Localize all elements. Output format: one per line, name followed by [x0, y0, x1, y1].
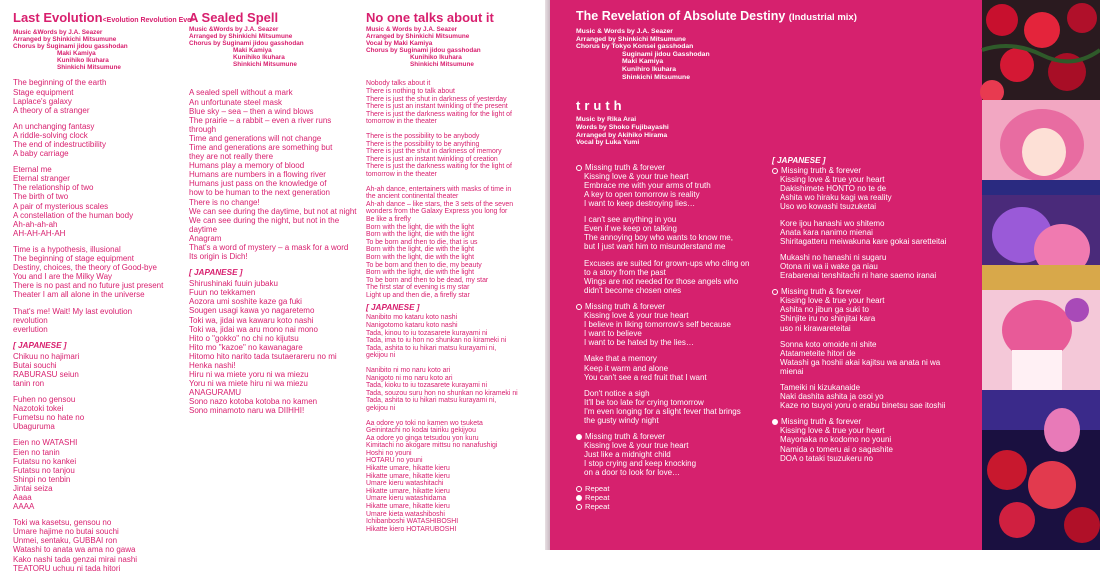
lyric-line: Hikatte umare, hikatte kieru: [366, 465, 450, 473]
section-label-japanese: [ JAPANESE ]: [189, 268, 243, 278]
lyric-line: Chikuu no hajimari: [13, 351, 80, 361]
lyric-line: Unmei, sentaku, GUBBAI ron: [13, 536, 118, 546]
stanza-gap: [366, 126, 541, 133]
lyric-line: Humans are numbers in a flowing river: [189, 170, 326, 180]
anime-stills-strip: [982, 0, 1100, 550]
lyrics-english: [189, 88, 364, 261]
lyric-line: A sealed spell without a mark: [189, 88, 293, 98]
lyrics-english: [366, 80, 541, 299]
lyric-line: There is just the darkness waiting for the light of: [366, 163, 512, 171]
truth-credits: Music by Rika Arai Words by Shoko Fujibayashi Arranged by Akihiko Hirama Vocal by Luka Yumi: [576, 116, 669, 147]
lyric-line: It'll be too late for crying tomorrow: [584, 397, 704, 407]
lyric-line: Toki wa kasetsu, gensou no: [13, 518, 112, 528]
lyric-line: There is the possibility to be anybody: [366, 133, 480, 140]
lyric-line: That's me! Wait! My last evolution: [13, 306, 133, 316]
lyric-line: Kore ijou hanashi wo shitemo: [780, 218, 885, 228]
lyric-line: didn't become chosen ones: [584, 285, 682, 295]
lyric-line: how to be human to the next generation: [189, 188, 330, 198]
lyric-line: AAAA: [13, 502, 35, 512]
lyric-line: Nanibito mo kataru koto nashi: [366, 314, 458, 322]
stanza-gap: [366, 360, 541, 367]
song-subtitle: <Evolution Revolution Eve>: [102, 17, 196, 24]
lyric-line: I can't see anything in you: [584, 215, 677, 225]
lyric-line: Blue sky – sea – then a wind blows: [189, 106, 314, 116]
lyric-line: Nanibito ni mo naru koto ari: [366, 366, 451, 374]
lyric-line: Nazotoki tokei: [13, 404, 64, 414]
section-label-japanese: [ JAPANESE ]: [772, 156, 826, 165]
lyric-line: Shirushinaki fuuin jubaku: [189, 279, 278, 289]
lyric-line: HOTARU no youni: [366, 457, 423, 465]
lyric-line: The annoying boy who wants to know me,: [584, 233, 733, 243]
lyric-line: Missing truth & forever: [576, 432, 796, 441]
rose-still-image: [982, 0, 1100, 100]
stanza-gap: [576, 347, 796, 354]
lyric-line: There is just an instant twinkling of the present: [366, 103, 508, 111]
stanza-gap: [772, 212, 982, 219]
lyric-line: Henka nashi!: [189, 360, 236, 370]
lyric-line: There is no change!: [189, 197, 260, 207]
lyric-line: Missing truth & forever: [772, 287, 982, 296]
lyric-line: Kissing love & your true heart: [584, 171, 689, 181]
lyric-line: Excuses are suited for grown-ups who cling on: [584, 258, 750, 268]
stanza-gap: [576, 252, 796, 259]
lyric-line: Eternal stranger: [13, 174, 70, 184]
song-title: The Revelation of Absolute Destiny (Industrial mix): [576, 9, 857, 23]
filled-circle-icon: [576, 434, 582, 440]
lyric-line: Dakishimete HONTO no te de: [780, 184, 887, 194]
filled-circle-icon: [576, 495, 582, 501]
song-subtitle: (Industrial mix): [788, 12, 857, 23]
lyric-line: Even if we keep on talking: [584, 224, 677, 234]
lyric-line: Fumetsu no hate no: [13, 413, 85, 423]
lyric-line: Shinpi no tenbin: [13, 474, 71, 484]
stanza-gap: [576, 208, 796, 215]
lyric-line: Laplace's galaxy: [13, 96, 72, 106]
lyric-line: To be born and then to be dead, my star: [366, 276, 489, 284]
lyric-line: There is just the shut in darkness of memory: [366, 148, 502, 156]
lyric-line: Anata kara nanimo mienai: [780, 227, 873, 237]
stanza-gap: [13, 300, 178, 307]
lyric-line: Hikatte kiero HOTARUBOSHI: [366, 525, 457, 533]
lyric-line: The prairie – a rabbit – even a river runs: [189, 115, 332, 125]
filled-circle-icon: [772, 419, 778, 425]
truth-japanese-column: [772, 156, 982, 463]
lyric-line: Humans play a memory of blood: [189, 161, 305, 171]
lyric-line: revolution: [13, 315, 48, 325]
stanza-gap: [772, 376, 982, 383]
lyric-line: Tada, ashita to iu hikari matsu kurayami ni,: [366, 344, 497, 352]
song-title: A Sealed Spell: [189, 10, 279, 25]
lyric-line: I want to keep destroying lies…: [584, 199, 696, 209]
lyric-line: The birth of two: [13, 192, 69, 202]
lyric-line: tanin ron: [13, 378, 45, 388]
lyric-line: A theory of a stranger: [13, 105, 90, 115]
lyric-line: Aa odore yo toki no kamen wo tsuketa: [366, 419, 483, 427]
lyric-line: You and I are the Milky Way: [13, 272, 113, 282]
character-still-image: [982, 100, 1100, 195]
section-label-japanese: [ JAPANESE ]: [366, 303, 420, 313]
lyric-line: Erabarenai tenshitachi ni hane saemo iranai: [780, 271, 937, 281]
lyric-line: Destiny, choices, the theory of Good-bye: [13, 263, 157, 273]
lyric-line: AH-AH-AH-AH: [13, 228, 66, 238]
song-title-truth: truth: [576, 98, 626, 114]
lyric-line: daytime: [189, 224, 218, 234]
song-credits: Music &Words by J.A. Seazer Arranged by Shinkichi Mitsumune Chorus by Suginami jidou gasshodan Maki Kamiya Kunihiko Ikuhara Shinkichi Mitsumune: [13, 29, 128, 71]
lyric-line: TEATORU uchuu ni tada hitori: [13, 563, 121, 573]
lyric-line: Ichibanboshi WATASHIBOSHI: [366, 518, 459, 526]
lyric-line: We can see during the daytime, but not at night: [189, 206, 357, 216]
lyric-line: The end of indestructibility: [13, 140, 106, 149]
lyric-line: I'm even longing for a slight fever that brings: [584, 406, 741, 416]
lyric-line: Kissing love & true your heart: [780, 175, 885, 185]
lyric-line: Watashi ga hoshii akai kajitsu wa anata ni wa: [780, 357, 941, 367]
lyric-line: Missing truth & forever: [576, 302, 796, 311]
stanza-gap: [576, 425, 796, 432]
song-column-a-sealed-spell: [189, 10, 364, 416]
song-title: Last Evolution<Evolution Revolution Eve>: [13, 10, 196, 25]
lyric-line: Ah-ah-ah-ah: [13, 219, 58, 229]
lyric-line: The relationship of two: [13, 183, 94, 193]
lyric-line: You can't see a red fruit that I want: [584, 372, 707, 382]
repeat-item: Repeat: [576, 502, 796, 511]
lyric-line: Keep it warm and alone: [584, 363, 669, 373]
lyric-line: There is the possibility to be anything: [366, 140, 480, 148]
lyric-line: Kako nashi tada genzai mirai nashi: [13, 554, 138, 564]
lyric-line: There is just the darkness waiting for the light of: [366, 110, 512, 118]
lyric-line: Ah-ah dance, entertainers with masks of time in: [366, 185, 512, 193]
lyric-line: To be born and then to die, my beauty: [366, 261, 482, 269]
song-column-last-evolution: [13, 10, 196, 573]
lyric-line: Ubaguruma: [13, 422, 55, 432]
lyric-line: Missing truth & forever: [576, 163, 796, 172]
lyric-line: DOA o tataki tsuzukeru no: [780, 453, 873, 463]
lyric-line: Missing truth & forever: [772, 166, 982, 175]
stanza-gap: [13, 115, 178, 122]
lyric-line: Tada, ima to iu hon no shunkan no kirameki ni: [366, 337, 507, 345]
lyric-line: I want to believe: [584, 329, 642, 339]
lyric-line: Born with the light, die with the light: [366, 269, 475, 277]
lyric-line: Umare kieru watashidama: [366, 495, 447, 503]
open-circle-icon: [576, 504, 582, 510]
lyric-line: Fuun no tekkamen: [189, 288, 256, 298]
lyric-line: A riddle-solving clock: [13, 130, 88, 140]
lyric-line: Aaaa: [13, 493, 32, 502]
lyric-line: Hikatte umare, hikatte kieru: [366, 503, 450, 511]
stanza-gap: [13, 158, 178, 165]
stanza-gap: [772, 246, 982, 253]
lyric-line: Naki dashita ashita ja osoi yo: [780, 392, 884, 402]
lyric-line: Eien no tanin: [13, 447, 60, 457]
lyric-line: Eien no WATASHI: [13, 438, 78, 448]
lyric-line: Aozora umi soshite kaze ga fuki: [189, 297, 302, 307]
lyric-line: Don't notice a sigh: [584, 388, 650, 398]
lyric-line: The beginning of the earth: [13, 78, 107, 88]
lyric-line: Nanigotomo kataru koto nashi: [366, 321, 458, 329]
song-credits: Music &Words by J.A. Seazer Arranged by Shinkichi Mitsumune Chorus by Suginami jidou gasshodan Maki Kamiya Kunihiko Ikuhara Shinkichi Mitsumune: [189, 26, 304, 68]
lyric-line: Nanigoto ni mo naru koto ari: [366, 374, 453, 382]
duel-still-image: [982, 195, 1100, 290]
lyric-line: Kaze no tsuyoi yoru o erabu binetsu sae itoshii: [780, 401, 946, 411]
section-label-japanese: [ JAPANESE ]: [13, 340, 67, 350]
lyric-line: Shiritagatteru meiwakuna kare gokai saretteitai: [780, 236, 947, 246]
lyric-line: Tada, kioku to iu tozasarete kurayami ni: [366, 382, 488, 390]
lyric-line: Wings are not needed for those angels who: [584, 276, 739, 286]
lyric-line: Stage equipment: [13, 87, 74, 97]
lyric-line: but I just want him to misunderstand me: [584, 242, 726, 252]
lyric-line: An unchanging fantasy: [13, 121, 95, 131]
lyric-line: Mayonaka no kodomo no youni: [780, 435, 892, 445]
lyric-line: Geinintachi no kodai tairiku gekijyou: [366, 427, 476, 435]
lyric-line: Umare kieru watashitachi: [366, 480, 444, 488]
lyric-line: Shinjite iru no shinjitai kara: [780, 314, 876, 324]
lyric-line: Eternal me: [13, 165, 52, 175]
song-column-no-one-talks-about-it: [366, 10, 541, 533]
lyric-line: Light up and then die, a firefly star: [366, 291, 470, 299]
lyric-line: gekijou ni: [366, 404, 396, 412]
lyric-line: I want to be hated by the lies…: [584, 338, 694, 348]
lyric-line: Hitomo hito narito tada tsutaerareru no mi: [189, 351, 337, 361]
lyric-line: Jintai seiza: [13, 483, 53, 493]
lyric-line: Born with the light, die with the light: [366, 231, 475, 239]
figure-still-image: [982, 290, 1100, 390]
lyric-line: Make that a memory: [584, 354, 657, 364]
lyric-line: Embrace me with your arms of truth: [584, 180, 711, 190]
lyric-line: through: [189, 124, 217, 134]
lyric-line: Time is a hypothesis, illusional: [13, 244, 121, 254]
open-circle-icon: [576, 304, 582, 310]
lyric-line: on a door to look for love…: [584, 468, 681, 478]
lyric-line: Yoru ni wa miete hiru ni wa miezu: [189, 379, 308, 389]
lyric-line: Anagram: [189, 233, 222, 243]
stanza-gap: [13, 238, 178, 245]
lyric-line: everlution: [13, 324, 48, 334]
lyric-line: Just like a midnight child: [584, 450, 671, 460]
lyrics-english: [13, 78, 178, 333]
lyric-line: Born with the light, die with the light: [366, 253, 475, 261]
lyric-line: wonders from the Galaxy Express you long for: [366, 208, 508, 216]
lyric-line: Mukashi no hanashi ni sugaru: [780, 252, 887, 262]
lyric-line: Atatameteite hitori de: [780, 348, 856, 358]
stanza-gap: [772, 333, 982, 340]
stanza-gap: [772, 280, 982, 287]
lyric-line: Fuhen no gensou: [13, 395, 76, 405]
lyric-line: Born with the light, die with the light: [366, 246, 475, 254]
lyric-line: An unfortunate steel mask: [189, 97, 282, 107]
open-circle-icon: [576, 486, 582, 492]
lyric-line: Kimitachi no akogare mittsu no nanafushigi: [366, 442, 498, 450]
lyric-line: Nobody talks about it: [366, 80, 431, 88]
lyric-line: Ashita wo hiraku kagi wa reality: [780, 193, 892, 203]
lyric-line: RABURASU seiun: [13, 369, 79, 379]
lyric-line: Futatsu no kankei: [13, 456, 77, 466]
lyric-line: Toki wa, jidai wa kawaru koto nashi: [189, 315, 314, 325]
lyric-line: mienai: [780, 366, 804, 376]
lyric-line: Futatsu no tanjou: [13, 465, 75, 475]
lyric-line: I stop crying and keep knocking: [584, 459, 697, 469]
lyric-line: We can see during the night, but not in the: [189, 215, 340, 225]
lyric-line: A baby carriage: [13, 149, 69, 159]
lyric-line: Sono nazo kotoba kotoba no kamen: [189, 397, 318, 407]
open-circle-icon: [576, 165, 582, 171]
lyric-line: Kissing love & your true heart: [584, 441, 689, 451]
lyric-line: tomorrow in the theater: [366, 170, 437, 178]
lyric-line: Namida o tomeru ai o sagashite: [780, 444, 893, 454]
open-circle-icon: [772, 289, 778, 295]
stanza-gap: [366, 413, 541, 420]
lyric-line: Hito mo "kazoe" no kawanagare: [189, 342, 303, 352]
lyric-line: There is just the shut in darkness of yesterday: [366, 95, 507, 103]
lyric-line: Hoshi no youni: [366, 449, 412, 457]
lyric-line: The beginning of stage equipment: [13, 254, 134, 264]
lyric-line: To be born and then to die, that is us: [366, 238, 478, 246]
lyric-line: Sono minamoto naru wa DIIHHI!: [189, 406, 305, 416]
lyric-line: There is no past and no future just present: [13, 281, 164, 291]
lyric-line: A key to open tomorrow is reality: [584, 190, 700, 199]
lyric-line: Uso wo kowashi tsuzuketai: [780, 202, 877, 212]
lyric-line: Kissing love & true your heart: [780, 296, 885, 306]
stanza-gap: [772, 410, 982, 417]
lyric-line: Be like a firefly: [366, 215, 411, 223]
repeat-item: Repeat: [576, 484, 796, 493]
lyric-line: gekijou ni: [366, 352, 396, 360]
lyric-line: Hiru ni wa miete yoru ni wa miezu: [189, 370, 309, 380]
open-circle-icon: [772, 168, 778, 174]
lyrics-japanese: [772, 166, 982, 463]
lyric-line: Time and generations are something but: [189, 143, 333, 152]
lyric-line: the ancient continental theater: [366, 193, 459, 201]
lyric-line: Otona ni wa ii wake ga niau: [780, 261, 878, 271]
lyric-line: tomorrow in the theater: [366, 118, 437, 126]
stanza-gap: [366, 179, 541, 186]
lyric-line: to a story from the past: [584, 267, 666, 277]
lyric-line: Tada, ashita to iu hikari matsu kurayami ni,: [366, 397, 497, 405]
repeat-list: [576, 484, 796, 511]
lyric-line: The first star of evening is my star: [366, 284, 470, 292]
lyric-line: Born with the light, die with the light: [366, 223, 475, 231]
lyric-line: Watashi to anata wa ama no gawa: [13, 545, 136, 555]
lyric-line: A constellation of the human body: [13, 210, 134, 220]
lyrics-english: [576, 163, 796, 478]
lyric-line: the gusty windy night: [584, 415, 659, 425]
stanza-gap: [576, 382, 796, 389]
lyric-line: Its origin is Dich!: [189, 252, 248, 262]
lyric-line: Time and generations will not change: [189, 133, 322, 143]
lyric-line: There is nothing to talk about: [366, 88, 455, 96]
lyric-line: they are not really there: [189, 152, 274, 162]
lyric-line: Sougen usagi kawa yo nagaretemo: [189, 306, 315, 316]
lyric-line: Tameiki ni kizukanaide: [780, 382, 861, 392]
lyric-line: Hikatte umare, hikatte kieru: [366, 472, 450, 480]
lyric-line: Theater I am all alone in the universe: [13, 290, 145, 300]
song-credits: Music & Words by J.A. Seazer Arranged by Shinkichi Mitsumune Chorus by Tokyo Konsei gasshodan Suginami jidou Gasshodan Maki Kamiya Kunihiro Ikuhara Shinkichi Mitsumune: [576, 28, 710, 81]
lyric-line: Umare hajime no butai souchi: [13, 527, 119, 537]
stanza-gap: [13, 431, 178, 438]
lyric-line: Aa odore yo ginga tetsudou yon kuru: [366, 434, 479, 442]
lyric-line: Ashita no jibun ga suki to: [780, 305, 869, 315]
lyric-line: ANAGURAMU: [189, 388, 242, 398]
lyric-line: Sonna koto omoide ni shite: [780, 339, 877, 349]
lyric-line: Toki wa, jidai wa aru mono nai mono: [189, 324, 318, 334]
lyric-line: Kissing love & true your heart: [780, 426, 885, 436]
lyric-line: Kissing love & your true heart: [584, 311, 689, 321]
lyric-line: Humans just pass on the knowledge of: [189, 179, 327, 189]
song-credits: Music & Words by J.A. Seazer Arranged by Shinkichi Mitsumune Vocal by Maki Kamiya Chorus by Suginami jidou gasshodan Kunihiko Ikuhara Shinkichi Mitsumune: [366, 26, 481, 68]
lyric-line: Tada, souzou suru hon no shunkan no kirameki ni: [366, 389, 518, 397]
stanza-gap: [576, 295, 796, 302]
lyric-line: A pair of mysterious scales: [13, 201, 109, 211]
lyric-line: Ah-ah dance – like stars, the 3 sets of the seven: [366, 200, 514, 208]
lyrics-japanese: [189, 279, 364, 415]
lyric-line: I believe in liking tomorrow's self because: [584, 320, 731, 330]
stanza-gap: [13, 388, 178, 395]
finale-still-image: [982, 390, 1100, 550]
song-title: No one talks about it: [366, 10, 494, 25]
lyric-line: Tada, kinou to iu tozasarete kurayami ni: [366, 329, 488, 337]
stanza-gap: [13, 511, 178, 518]
lyric-line: Butai souchi: [13, 360, 57, 370]
lyrics-japanese: [366, 314, 541, 533]
lyric-line: Hikatte umare, hikatte kieru: [366, 487, 450, 495]
lyric-line: Missing truth & forever: [772, 417, 982, 426]
lyric-line: That's a word of mystery – a mask for a word: [189, 243, 349, 253]
lyric-line: Umare kieta watashiboshi: [366, 510, 445, 518]
lyrics-japanese: [13, 352, 178, 573]
lyric-line: uso ni kirawareteitai: [780, 323, 851, 333]
lyric-line: There is just an instant twinkling of creation: [366, 155, 498, 163]
repeat-item: Repeat: [576, 493, 796, 502]
lyric-line: Hito o "gokko" no chi no kijutsu: [189, 333, 299, 343]
